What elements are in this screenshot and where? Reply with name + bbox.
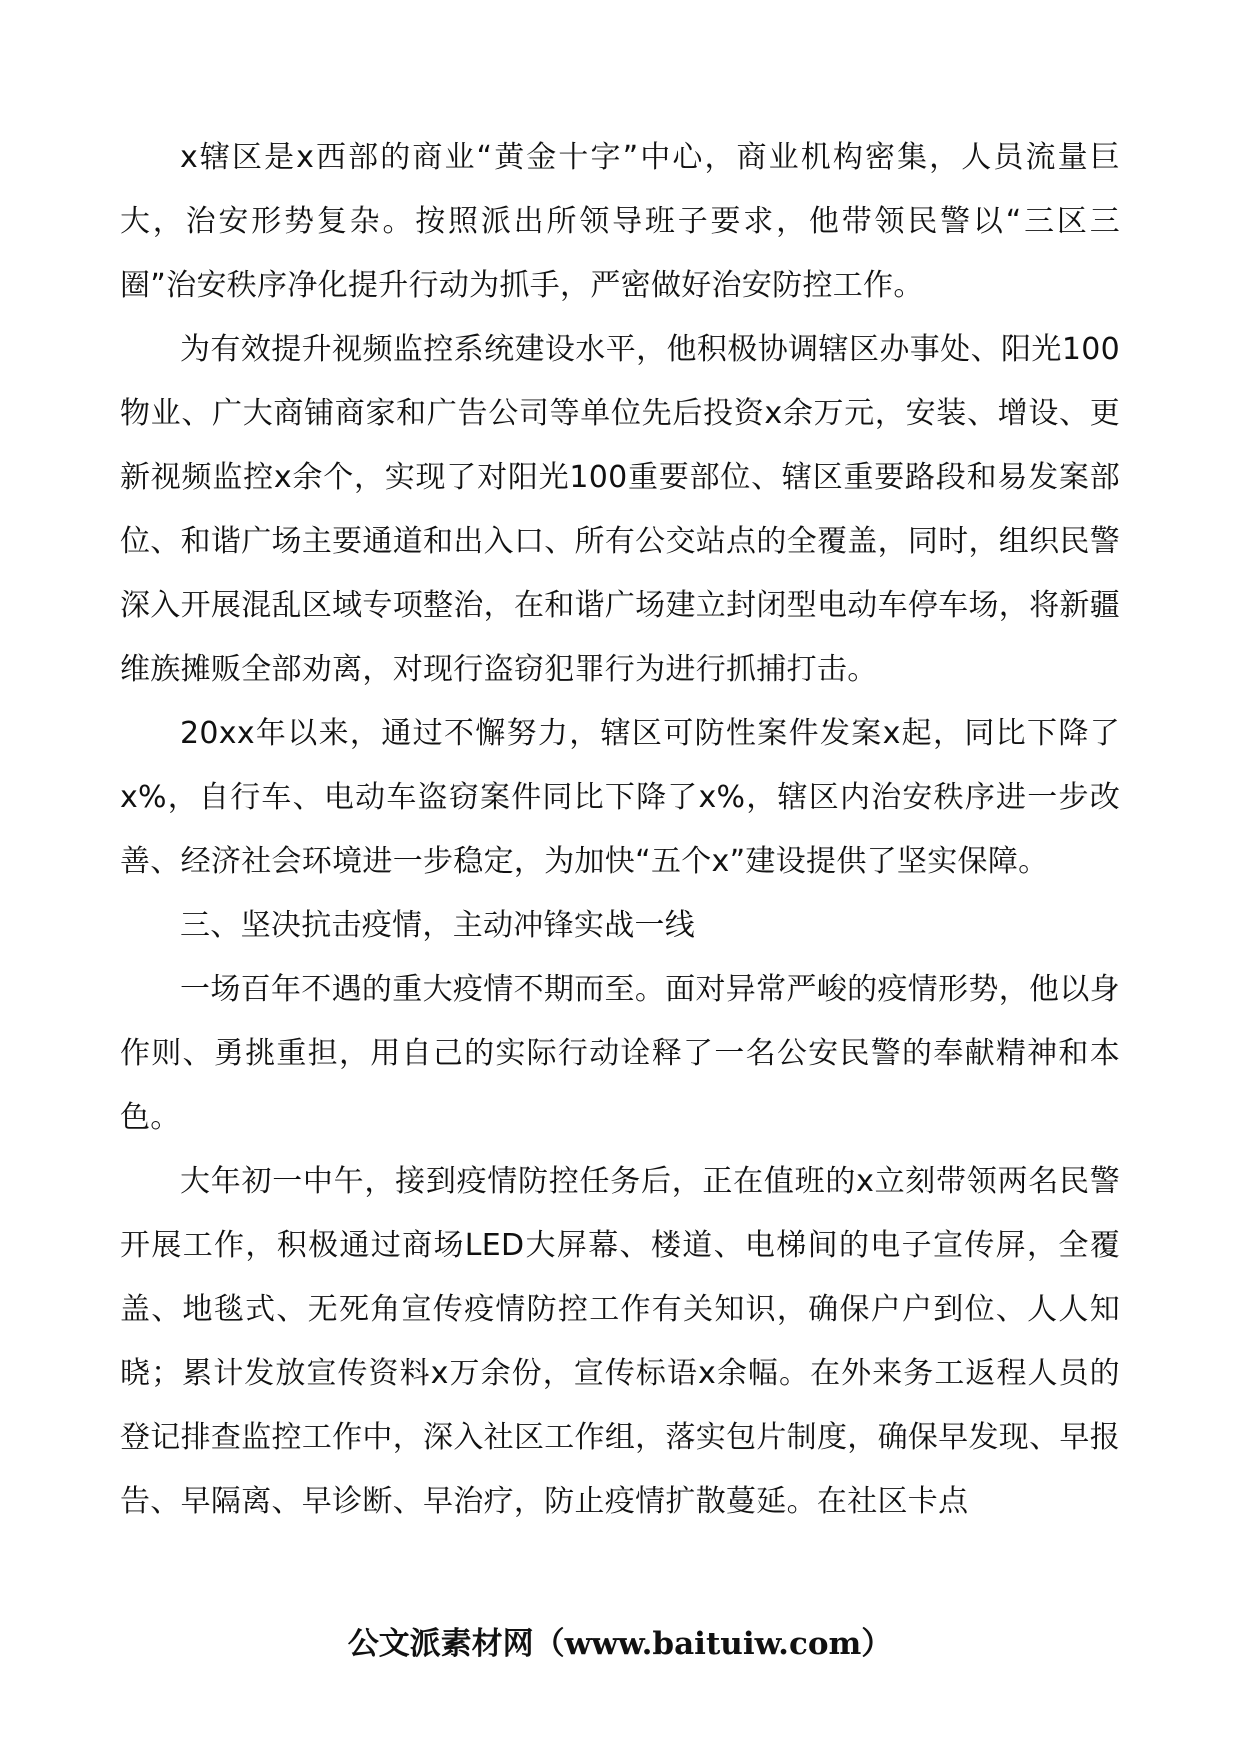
footer-watermark: 公文派素材网（www.baituiw.com） [347, 1626, 893, 1662]
body-paragraph: 一场百年不遇的重大疫情不期而至。面对异常严峻的疫情形势，他以身作则、勇挑重担，用自己的实际行动诠释了一名公安民警的奉献精神和本色。 [120, 972, 1120, 1135]
document-body [120, 126, 1120, 1534]
body-paragraph: 20xx年以来，通过不懈努力，辖区可防性案件发案x起，同比下降了x%，自行车、电动车盗窃案件同比下降了x%，辖区内治安秩序进一步改善、经济社会环境进一步稳定，为加快“五个x”建设提供了坚实保障。 [120, 716, 1120, 879]
body-paragraph: 为有效提升视频监控系统建设水平，他积极协调辖区办事处、阳光100物业、广大商铺商家和广告公司等单位先后投资x余万元，安装、增设、更新视频监控x余个，实现了对阳光100重要部位、辖区重要路段和易发案部位、和谐广场主要通道和出入口、所有公交站点的全覆盖，同时，组织民警深入开展混乱区域专项整治，在和谐广场建立封闭型电动车停车场，将新疆维族摊贩全部劝离，对现行盗窃犯罪行为进行抓捕打击。 [120, 332, 1120, 687]
section-heading: 三、坚决抗击疫情，主动冲锋实战一线 [180, 908, 696, 943]
body-paragraph: x辖区是x西部的商业“黄金十字”中心，商业机构密集，人员流量巨大，治安形势复杂。按照派出所领导班子要求，他带领民警以“三区三圈”治安秩序净化提升行动为抓手，严密做好治安防控工作。 [120, 140, 1120, 303]
body-paragraph: 大年初一中午，接到疫情防控任务后，正在值班的x立刻带领两名民警开展工作，积极通过商场LED大屏幕、楼道、电梯间的电子宣传屏，全覆盖、地毯式、无死角宣传疫情防控工作有关知识，确保户户到位、人人知晓；累计发放宣传资料x万余份，宣传标语x余幅。在外来务工返程人员的登记排查监控工作中，深入社区工作组，落实包片制度，确保早发现、早报告、早隔离、早诊断、早治疗，防止疫情扩散蔓延。在社区卡点 [120, 1164, 1120, 1519]
